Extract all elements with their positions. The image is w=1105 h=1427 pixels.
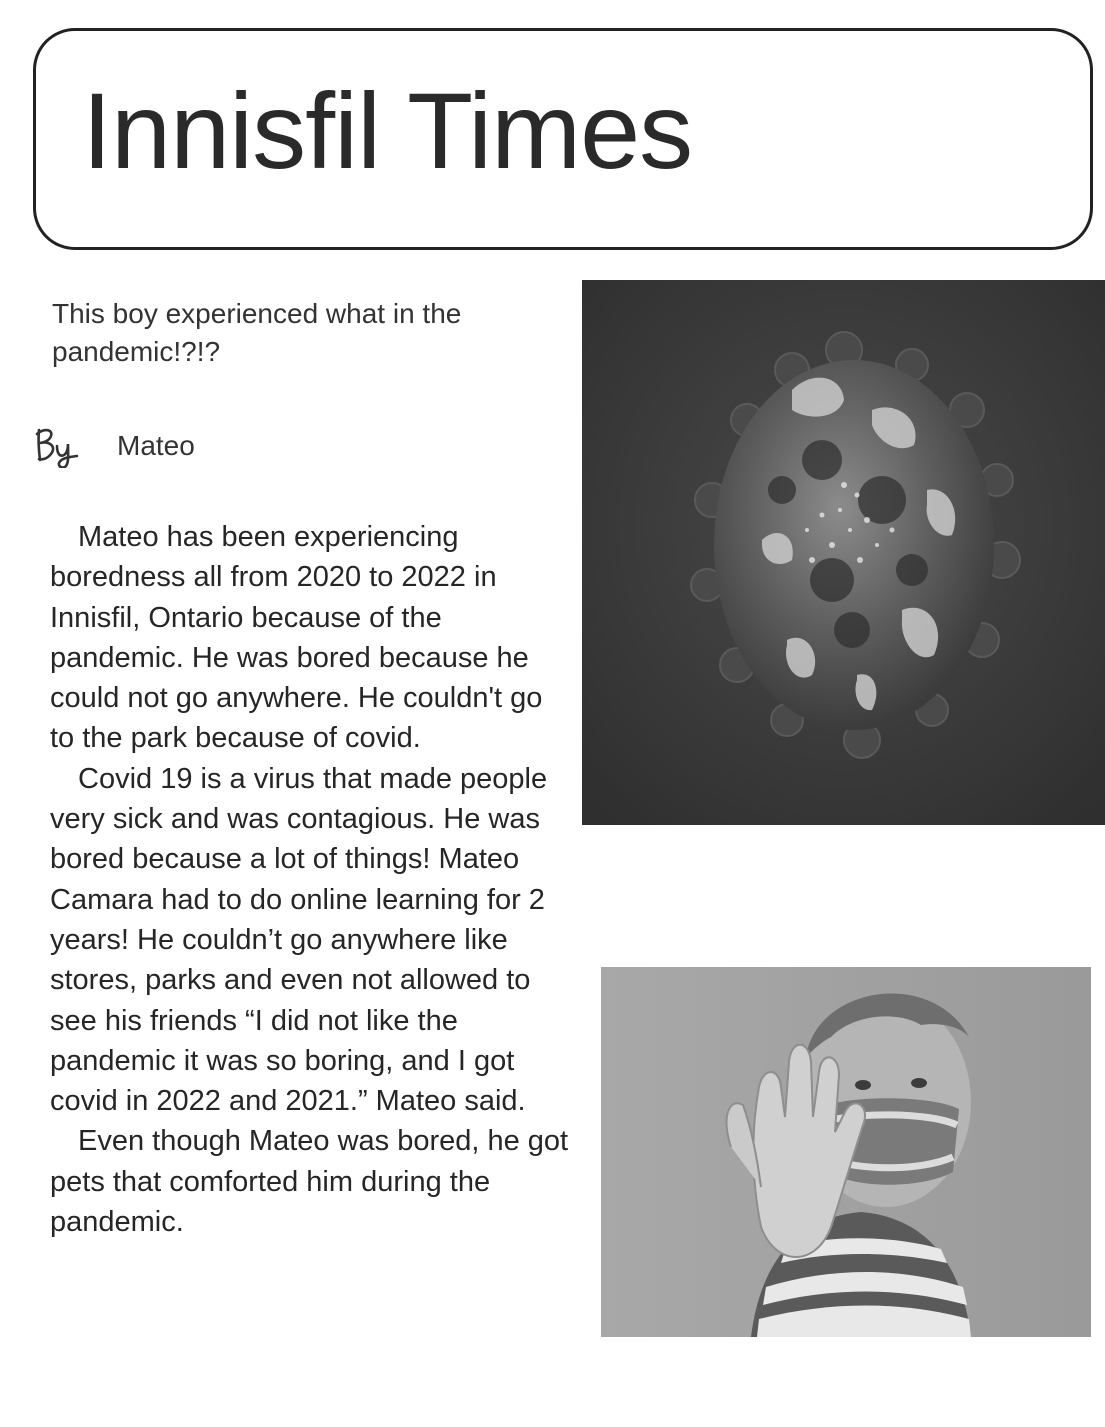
article-paragraph: Even though Mateo was bored, he got pets that comforted him during the pandemic. bbox=[50, 1125, 569, 1239]
article-headline: This boy experienced what in the pandemic!?!? bbox=[52, 298, 462, 367]
article-body bbox=[50, 517, 570, 1242]
article-paragraph: Covid 19 is a virus that made people very sick and was contagious. He was bored because a lot of things! Mateo Camara had to do online learning for 2 years! He couldn’t go anywhere like stores, parks and even not allowed to see his friends “I did not like the pandemic it was so boring, and I got covid in 2022 and 2021.” Mateo said. bbox=[50, 762, 548, 1118]
author-name: Mateo bbox=[117, 430, 195, 461]
masked-boy-photo bbox=[601, 967, 1091, 1337]
handwritten-by-mark bbox=[33, 426, 81, 468]
article-paragraph: Mateo has been experiencing boredness all from 2020 to 2022 in Innisfil, Ontario because of the pandemic. He was bored because he could not go anywhere. He couldn't go to the park because of covid. bbox=[50, 521, 543, 755]
masthead-box bbox=[33, 28, 1093, 250]
coronavirus-photo bbox=[582, 280, 1105, 825]
newspaper-title: Innisfil Times bbox=[82, 70, 693, 191]
